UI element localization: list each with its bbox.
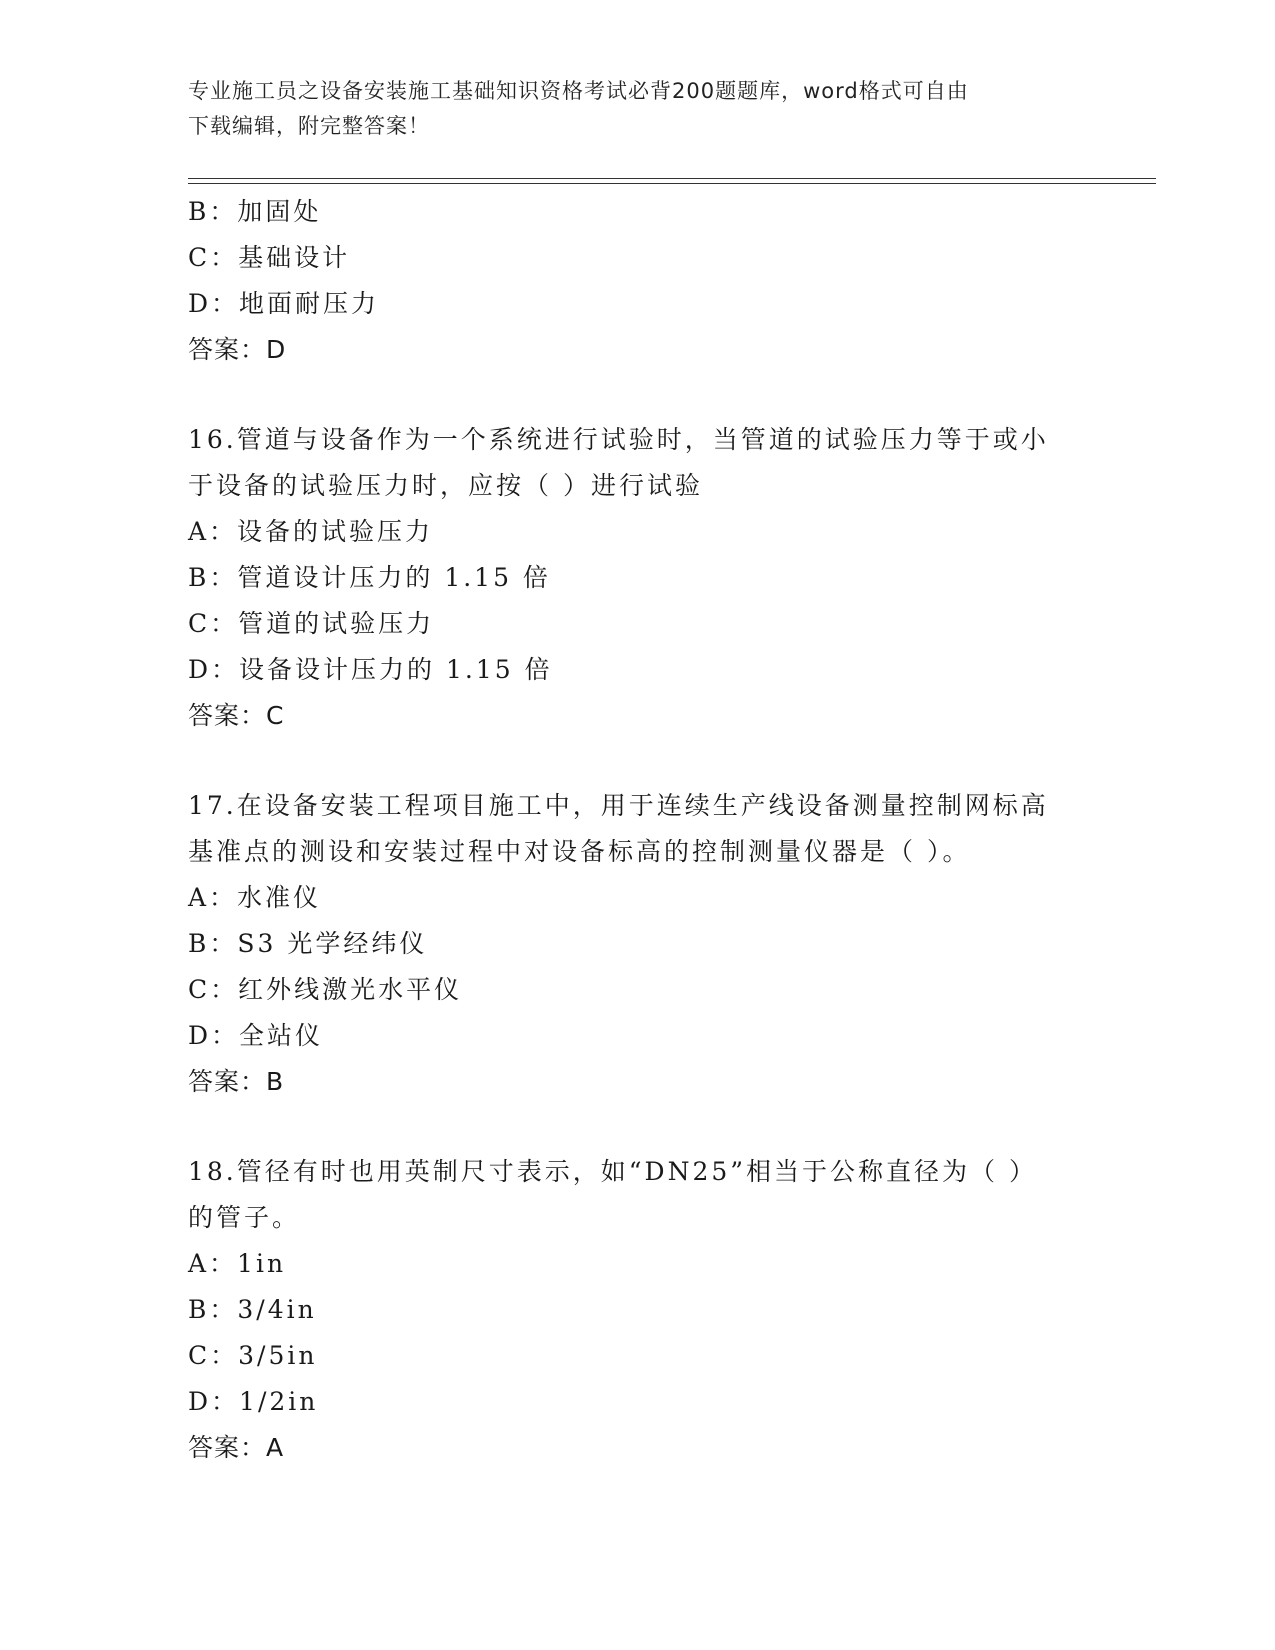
answer-line: 答案：D [188,335,287,364]
option-d: D：全站仪 [188,1021,324,1050]
option-d: D：1/2in [188,1387,319,1416]
option-c: C：基础设计 [188,243,351,272]
question-17 [188,783,1088,1105]
question-stem-line: 的管子。 [188,1203,301,1232]
option-b: B：3/4in [188,1295,317,1324]
answer-line: 答案：A [188,1433,285,1462]
option-a: A：水准仪 [188,883,322,912]
option-a: A：1in [188,1249,287,1278]
answer-line: 答案：B [188,1067,285,1096]
question-stem [188,783,1078,875]
question-stem-line: 18.管径有时也用英制尺寸表示，如“DN25”相当于公称直径为（ ） [188,1157,1037,1186]
option-b: B：加固处 [188,197,322,226]
option-c: C：3/5in [188,1341,318,1370]
document-body [188,189,1088,1471]
question-stem-line: 于设备的试验压力时，应按（ ）进行试验 [188,471,703,500]
option-d: D：设备设计压力的 1.15 倍 [188,655,553,684]
question-stem-line: 16.管道与设备作为一个系统进行试验时，当管道的试验压力等于或小 [188,425,1049,454]
question-stem [188,417,1078,509]
option-a: A：设备的试验压力 [188,517,434,546]
header-divider-top [188,178,1156,179]
option-d: D：地面耐压力 [188,289,380,318]
partial-question [188,189,1088,373]
question-16 [188,417,1088,739]
header-line-1: 专业施工员之设备安装施工基础知识资格考试必背200题题库，word格式可自由 [188,79,969,103]
question-stem-line: 17.在设备安装工程项目施工中，用于连续生产线设备测量控制网标高 [188,791,1049,820]
option-c: C：红外线激光水平仪 [188,975,463,1004]
question-stem-line: 基准点的测设和安装过程中对设备标高的控制测量仪器是（ ）。 [188,837,971,866]
document-header [188,74,1088,144]
header-divider-bottom [188,183,1156,184]
option-c: C：管道的试验压力 [188,609,435,638]
question-stem [188,1149,1078,1241]
answer-line: 答案：C [188,701,285,730]
option-b: B：S3 光学经纬仪 [188,929,428,958]
header-line-2: 下载编辑，附完整答案！ [188,114,430,138]
option-b: B：管道设计压力的 1.15 倍 [188,563,551,592]
question-18 [188,1149,1088,1471]
